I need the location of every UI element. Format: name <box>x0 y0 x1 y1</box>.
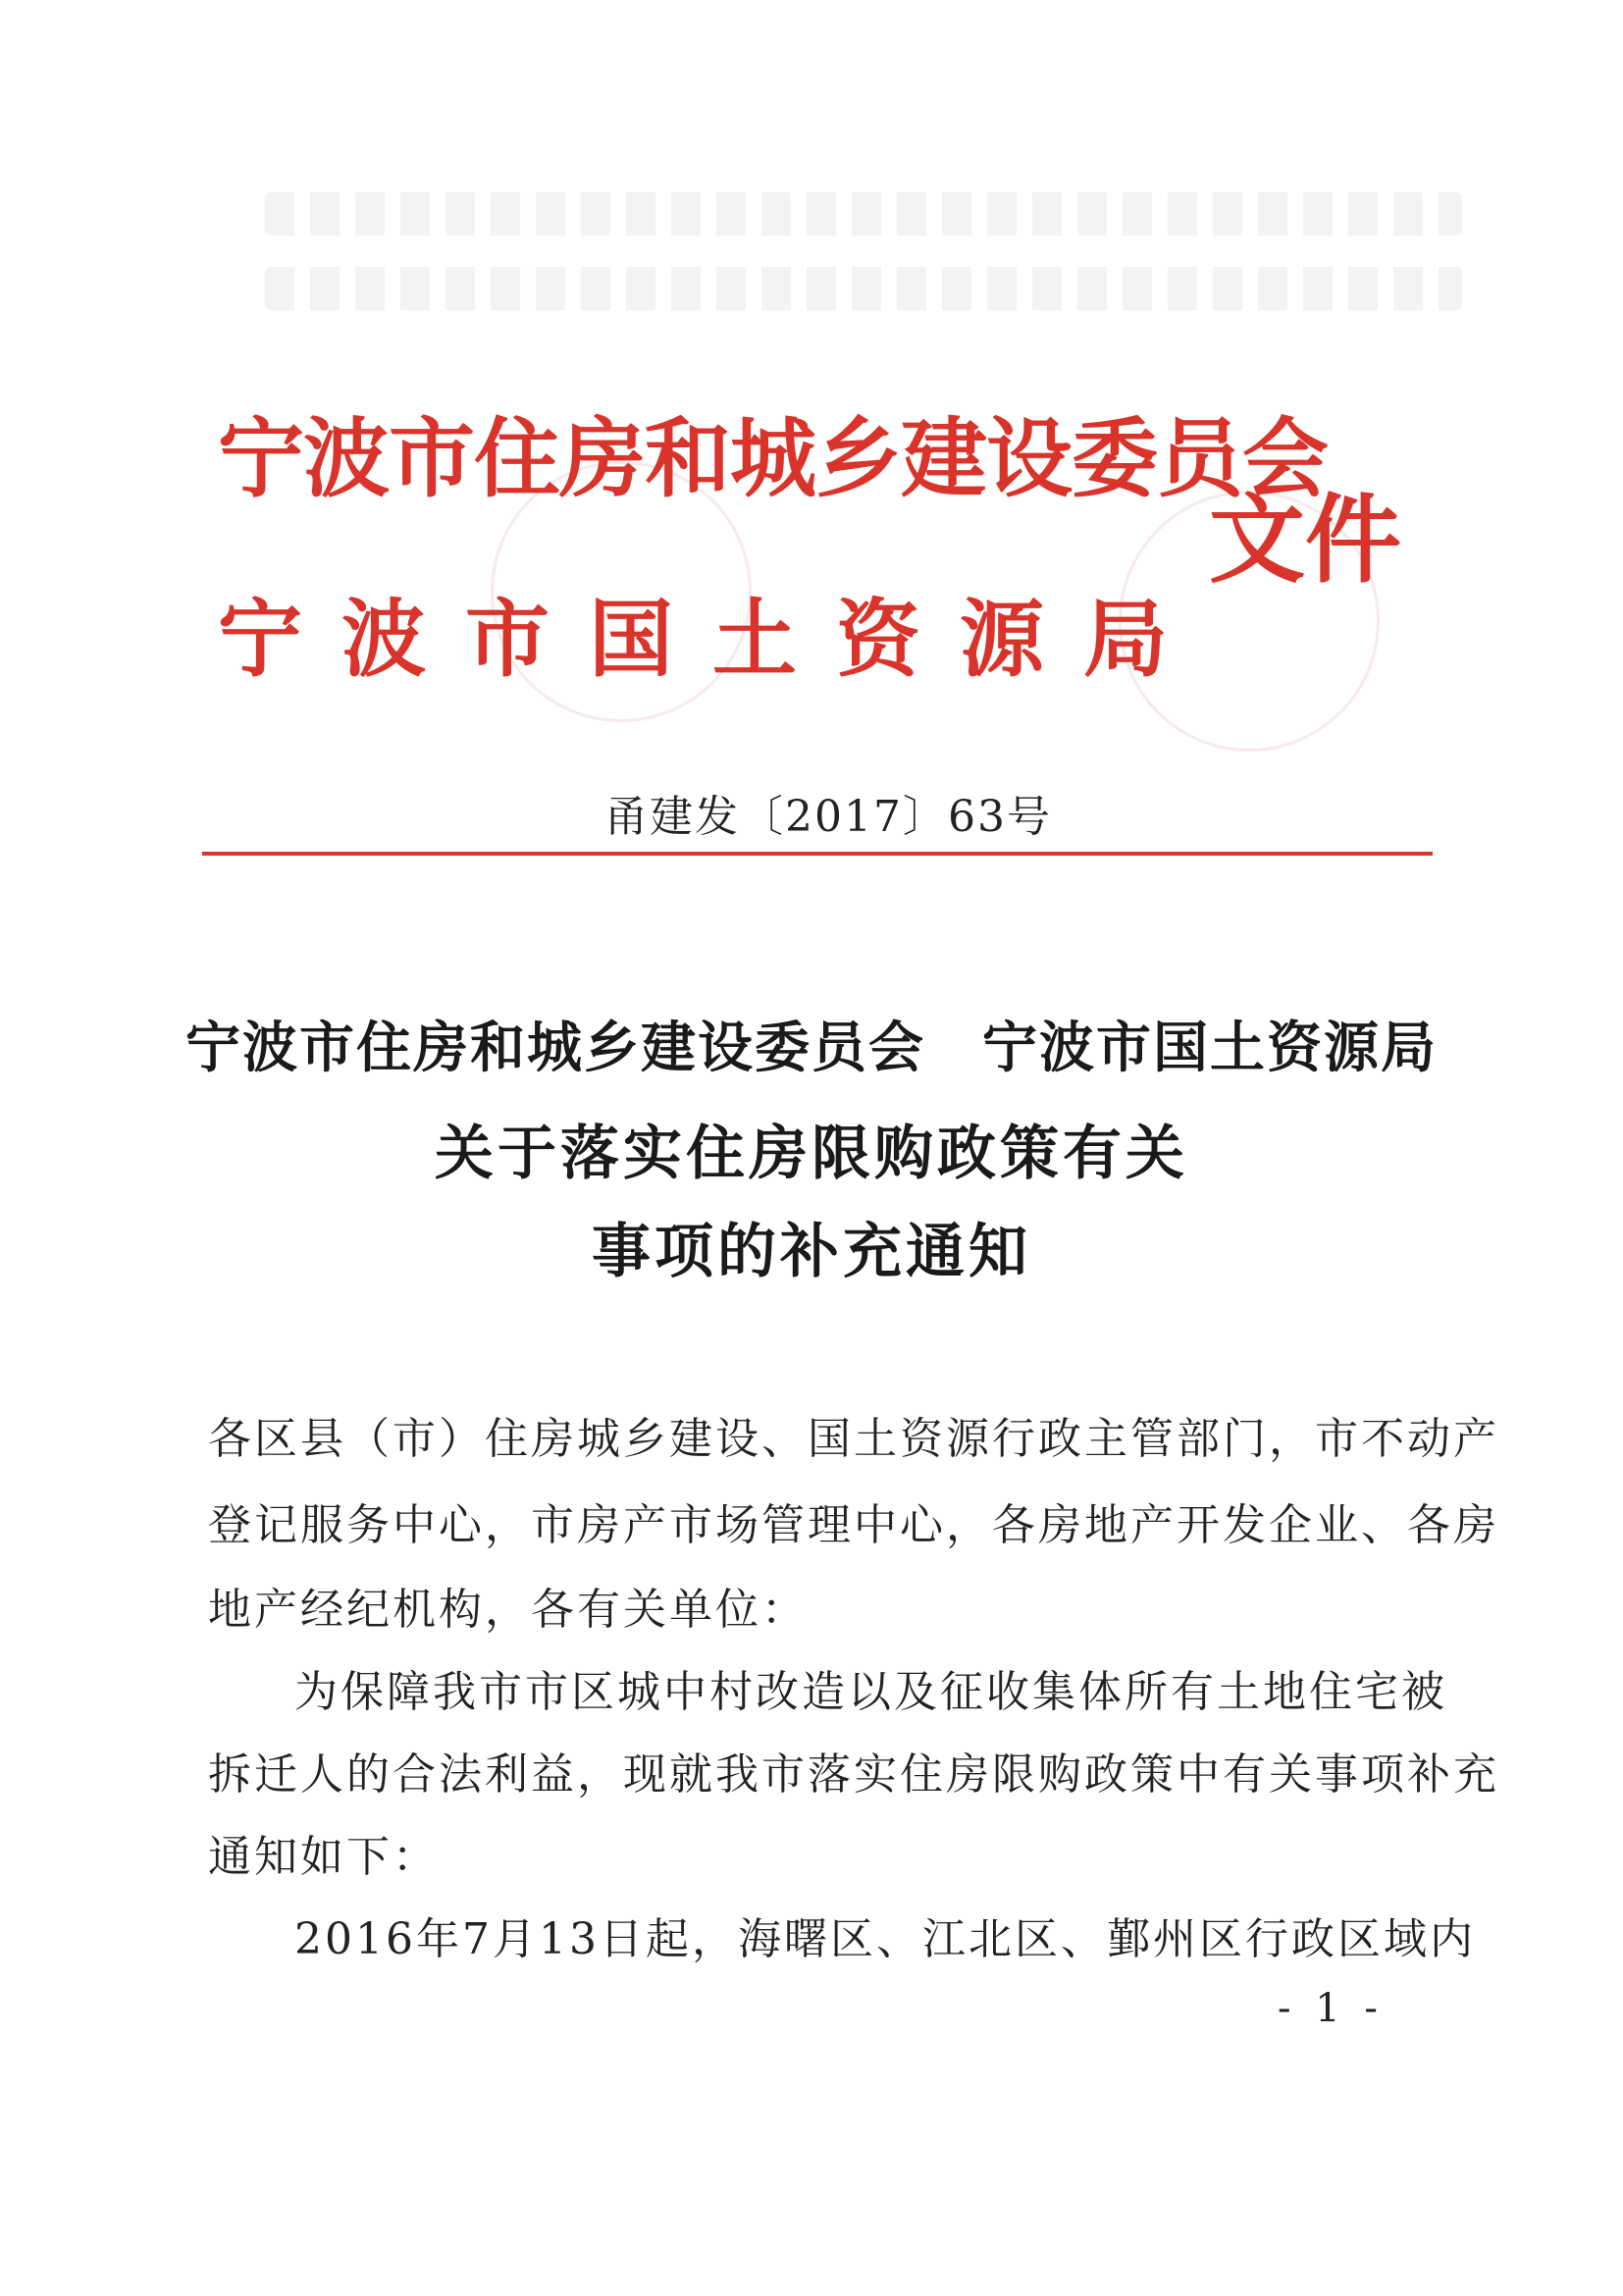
paragraph-line: 拆迁人的合法利益，现就我市落实住房限购政策中有关事项补充 <box>208 1749 1499 1800</box>
title-line-2: 关于落实住房限购政策有关 <box>435 1120 1188 1188</box>
masthead-divider <box>202 852 1433 856</box>
bleed-through-mark <box>265 267 1462 310</box>
document-number: 甬建发〔2017〕63号 <box>604 792 1052 842</box>
addressee-line: 各区县（市）住房城乡建设、国土资源行政主管部门，市不动产 <box>208 1414 1499 1464</box>
addressee-line: 登记服务中心，市房产市场管理中心，各房地产开发企业、各房 <box>208 1500 1499 1550</box>
page-number: - 1 - <box>1278 1986 1384 2031</box>
paragraph-line: 2016年7月13日起，海曙区、江北区、鄞州区行政区域内 <box>294 1914 1476 1964</box>
document-type-label: 文件 <box>1209 484 1402 597</box>
bleed-through-mark <box>265 192 1462 235</box>
issuer-line-1: 宁波市住房和城乡建设委员会 <box>218 407 1329 509</box>
paragraph-line: 通知如下： <box>208 1832 439 1882</box>
title-line-3: 事项的补充通知 <box>592 1218 1031 1286</box>
addressee-line: 地产经纪机构，各有关单位： <box>208 1585 808 1635</box>
title-line-1: 宁波市住房和城乡建设委员会 宁波市国土资源局 <box>185 1016 1438 1080</box>
issuer-line-2: 宁波市国土资源局 <box>218 590 1207 689</box>
paragraph-line: 为保障我市市区城中村改造以及征收集体所有土地住宅被 <box>294 1667 1447 1717</box>
